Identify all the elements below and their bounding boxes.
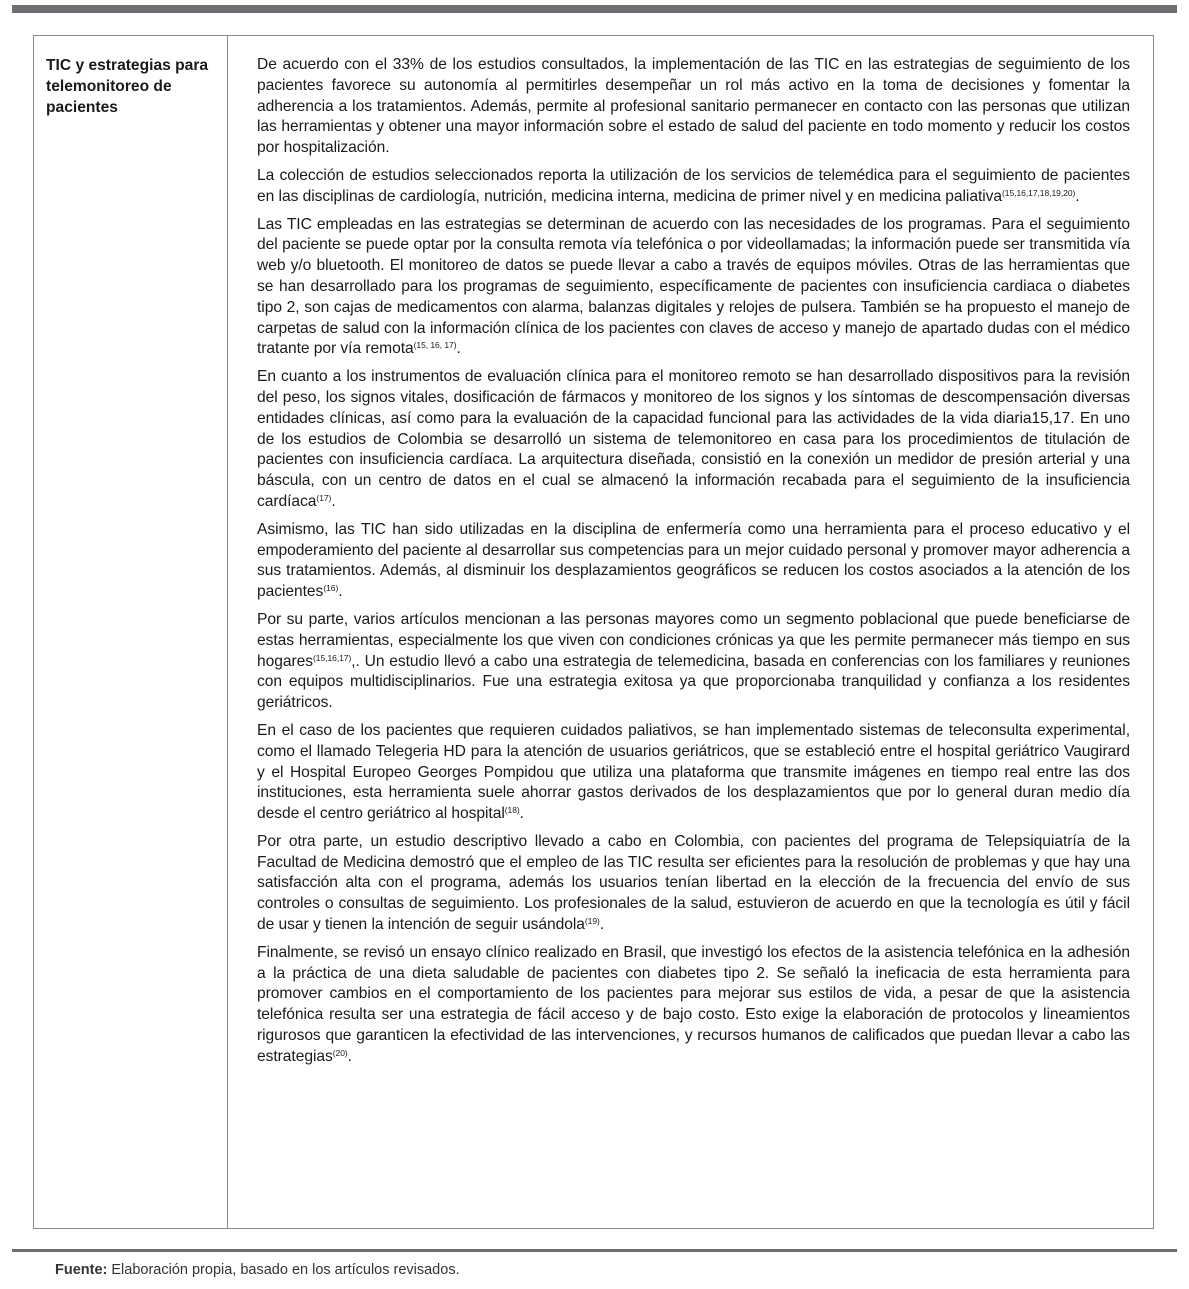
- citation: (15, 16, 17): [413, 340, 457, 351]
- citation: (18): [504, 805, 520, 816]
- paragraph: Por su parte, varios artículos mencionan a las personas mayores como un segmento poblacional que puede beneficiarse de estas herramientas, especialmente los que viven con condiciones crónicas ya que les permite permanecer más tiempo en sus hogares$^{(15,16,17)}$,. Un estudio llevó a cabo una estrategia de telemedicina, basada en conferencias con los familiares y reuniones con equipos multidisciplinarios. Fue una estrategia exitosa ya que proporcionaba tranquilidad y confianza a los residentes geriátricos.: [257, 610, 1130, 712]
- row-content-cell: [228, 36, 1153, 1228]
- citation: (15,16,17): [313, 652, 352, 663]
- top-rule: [12, 5, 1177, 13]
- source-text: Elaboración propia, basado en los artículos revisados.: [107, 1262, 460, 1278]
- paragraph: Asimismo, las TIC han sido utilizadas en la disciplina de enfermería como una herramienta para el proceso educativo y el empoderamiento del paciente al desarrollar sus competencias para un mejor cuidado personal y promover mayor adherencia a sus tratamientos. Además, al disminuir los desplazamientos geográficos se reducen los costos asociados a la atención de los pacientes$^{(16)}$.: [257, 520, 1130, 601]
- citation: (20): [332, 1047, 348, 1058]
- paragraph: De acuerdo con el 33% de los estudios consultados, la implementación de las TIC en las estrategias de seguimiento de los pacientes favorece su autonomía al permitirles desempeñar un rol más activo en la toma de decisiones y fomentar la adherencia a los tratamientos. Además, permite al profesional sanitario permanecer en contacto con las personas que utilizan las herramientas y obtener una mayor información sobre el estado de salud del paciente en todo momento y reducir los costos por hospitalización.: [257, 56, 1130, 157]
- paragraph: Las TIC empleadas en las estrategias se determinan de acuerdo con las necesidades de los programas. Para el seguimiento del paciente se puede optar por la consulta remota vía telefónica o por videollamadas; la información puede ser transmitida vía web y/o bluetooth. El monitoreo de datos se puede llevar a cabo a través de equipos móviles. Otras de las herramientas que se han desarrollado para los programas de seguimiento, específicamente de pacientes con insuficiencia cardiaca o diabetes tipo 2, son cajas de medicamentos con alarma, balanzas digitales y relojes de pulsera. También se ha propuesto el manejo de carpetas de salud con la información clínica de los pacientes con claves de acceso y manejo de apartado dudas con el médico tratante por vía remota$^{(15, 16, 17)}$.: [257, 215, 1130, 358]
- paragraph: Finalmente, se revisó un ensayo clínico realizado en Brasil, que investigó los efectos de la asistencia telefónica en la adhesión a la práctica de una dieta saludable de pacientes con diabetes tipo 2. Se señaló la ineficacia de esta herramienta para promover cambios en el comportamiento de los pacientes para mejorar sus estilos de vida, a pesar de que la asistencia telefónica resulta ser una estrategia de fácil acceso y de bajo costo. Esto exige la elaboración de protocolos y lineamientos rigurosos que garanticen la efectividad de las intervenciones, y recursos humanos de calificados que puedan llevar a cabo las estrategias$^{(20)}$.: [257, 943, 1130, 1065]
- citation: (17): [316, 492, 332, 503]
- paragraph: Por otra parte, un estudio descriptivo llevado a cabo en Colombia, con pacientes del programa de Telepsiquiatría de la Facultad de Medicina demostró que el empleo de las TIC resulta ser eficientes para la resolución de problemas y que hay una satisfacción alta con el programa, además los usuarios tenían libertad en la elección de la frecuencia del envío de sus controles o consultas de seguimiento. Los profesionales de la salud, estuvieron de acuerdo en que la tecnología es útil y fácil de usar y tienen la intención de seguir usándola$^{(19)}$.: [257, 832, 1130, 934]
- row-label: TIC y estrategias para telemonitoreo de pacientes: [46, 57, 209, 116]
- citation: (19): [584, 916, 600, 927]
- source-note: [55, 1262, 460, 1278]
- content-table: [33, 35, 1154, 1229]
- citation: (15,16,17,18,19,20): [1002, 187, 1076, 198]
- paragraph: En cuanto a los instrumentos de evaluación clínica para el monitoreo remoto se han desarrollado dispositivos para la revisión del peso, los signos vitales, dosificación de fármacos y monitoreo de los signos y los síntomas de descompensación diversas entidades clínicas, así como para la evaluación de la capacidad funcional para las actividades de la vida diaria15,17. En uno de los estudios de Colombia se desarrolló un sistema de telemonitoreo en casa para los procedimientos de titulación de pacientes con insuficiencia cardíaca. La arquitectura diseñada, consistió en la conexión un medidor de presión arterial y una báscula, con un centro de datos en el cual se almacenó la información recabada para el seguimiento de la insuficiencia cardíaca$^{(17)}$.: [257, 368, 1130, 510]
- row-label-cell: [34, 36, 228, 1228]
- bottom-rule: [12, 1249, 1177, 1252]
- source-label: Fuente:: [55, 1262, 108, 1278]
- citation: (16): [323, 583, 339, 594]
- paragraph: La colección de estudios seleccionados reporta la utilización de los servicios de telemédica para el seguimiento de pacientes en las disciplinas de cardiología, nutrición, medicina interna, medicina de primer nivel y en medicina paliativa$^{(15,16,17,18,19,20)}$.: [257, 166, 1130, 205]
- paragraph: En el caso de los pacientes que requieren cuidados paliativos, se han implementado sistemas de teleconsulta experimental, como el llamado Telegeria HD para la atención de usuarios geriátricos, que se estableció entre el hospital geriátrico Vaugirard y el Hospital Europeo Georges Pompidou que utiliza una plataforma que transmite imágenes en tiempo real entre las dos instituciones, esta herramienta suele ahorrar gastos derivados de los desplazamientos que por lo general duran medio día desde el centro geriátrico al hospital$^{(18)}$.: [257, 721, 1130, 823]
